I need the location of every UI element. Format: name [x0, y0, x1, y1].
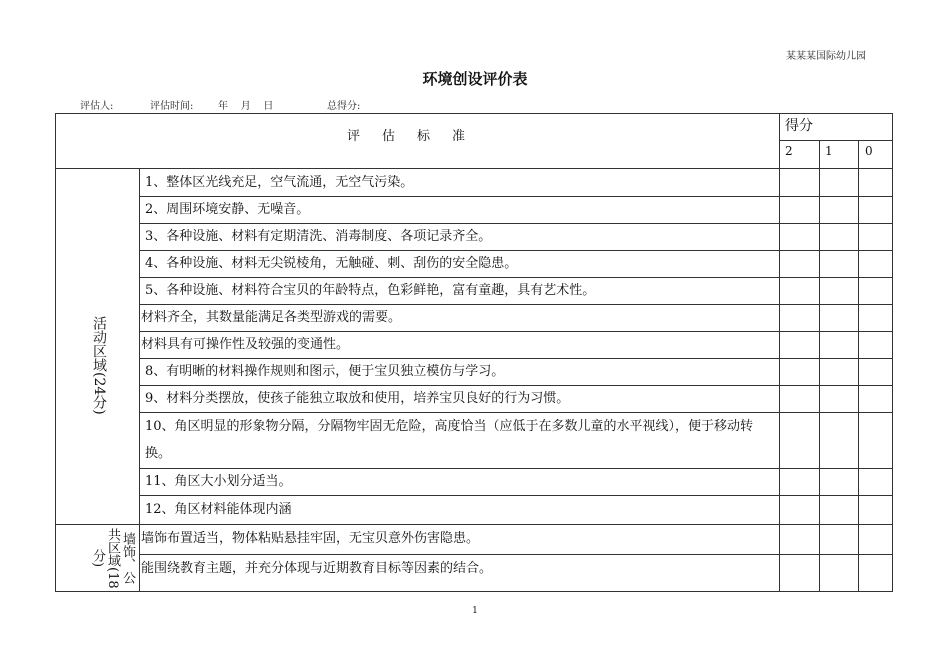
school-name: 某某某国际幼儿园	[786, 51, 866, 62]
score-point-0: 0	[865, 144, 873, 158]
criteria-item: 10、角区明显的形象物分隔，分隔物牢固无危险，高度恰当（应低于在多数儿童的水平视线），便于移动转换。	[145, 419, 754, 461]
criteria-item: 12、角区材料能体现内涵	[145, 502, 292, 517]
criteria-item: 9、材料分类摆放，使孩子能独立取放和使用，培养宝贝良好的行为习惯。	[145, 391, 570, 406]
category-wall-public-area: 墙饰、公共区域(18分)	[90, 527, 135, 589]
date-fields: 年 月 日	[218, 101, 274, 112]
category-activity-area: 活动区域(24分)	[91, 315, 107, 415]
criteria-item: 材料具有可操作性及较强的变通性。	[141, 337, 350, 352]
page-title: 环境创设评价表	[422, 70, 528, 88]
evaluation-table	[55, 113, 893, 592]
criteria-item: 1、整体区光线充足，空气流通，无空气污染。	[145, 175, 414, 190]
total-score-label: 总得分:	[327, 101, 361, 112]
criteria-item: 5、各种设施、材料符合宝贝的年龄特点，色彩鲜艳，富有童趣，具有艺术性。	[145, 283, 596, 298]
criteria-header: 评估标准	[346, 129, 487, 144]
criteria-item: 2、周围环境安静、无噪音。	[145, 202, 310, 217]
score-point-1: 1	[825, 144, 833, 158]
evaluation-time-label: 评估时间:	[150, 101, 194, 112]
criteria-item: 8、有明晰的材料操作规则和图示，便于宝贝独立模仿与学习。	[145, 364, 505, 379]
criteria-item: 墙饰布置适当，物体粘贴悬挂牢固，无宝贝意外伤害隐患。	[141, 531, 480, 546]
page-number: 1	[472, 606, 478, 616]
criteria-item: 11、角区大小划分适当。	[145, 474, 292, 489]
criteria-item: 能围绕教育主题，并充分体现与近期教育目标等因素的结合。	[141, 561, 493, 576]
criteria-item: 4、各种设施、材料无尖锐棱角，无触碰、刺、刮伤的安全隐患。	[145, 256, 518, 271]
score-header: 得分	[785, 118, 813, 134]
evaluator-label: 评估人:	[80, 101, 114, 112]
criteria-item: 材料齐全，其数量能满足各类型游戏的需要。	[141, 310, 402, 325]
score-point-2: 2	[785, 144, 793, 158]
criteria-item: 3、各种设施、材料有定期清洗、消毒制度、各项记录齐全。	[145, 229, 492, 244]
